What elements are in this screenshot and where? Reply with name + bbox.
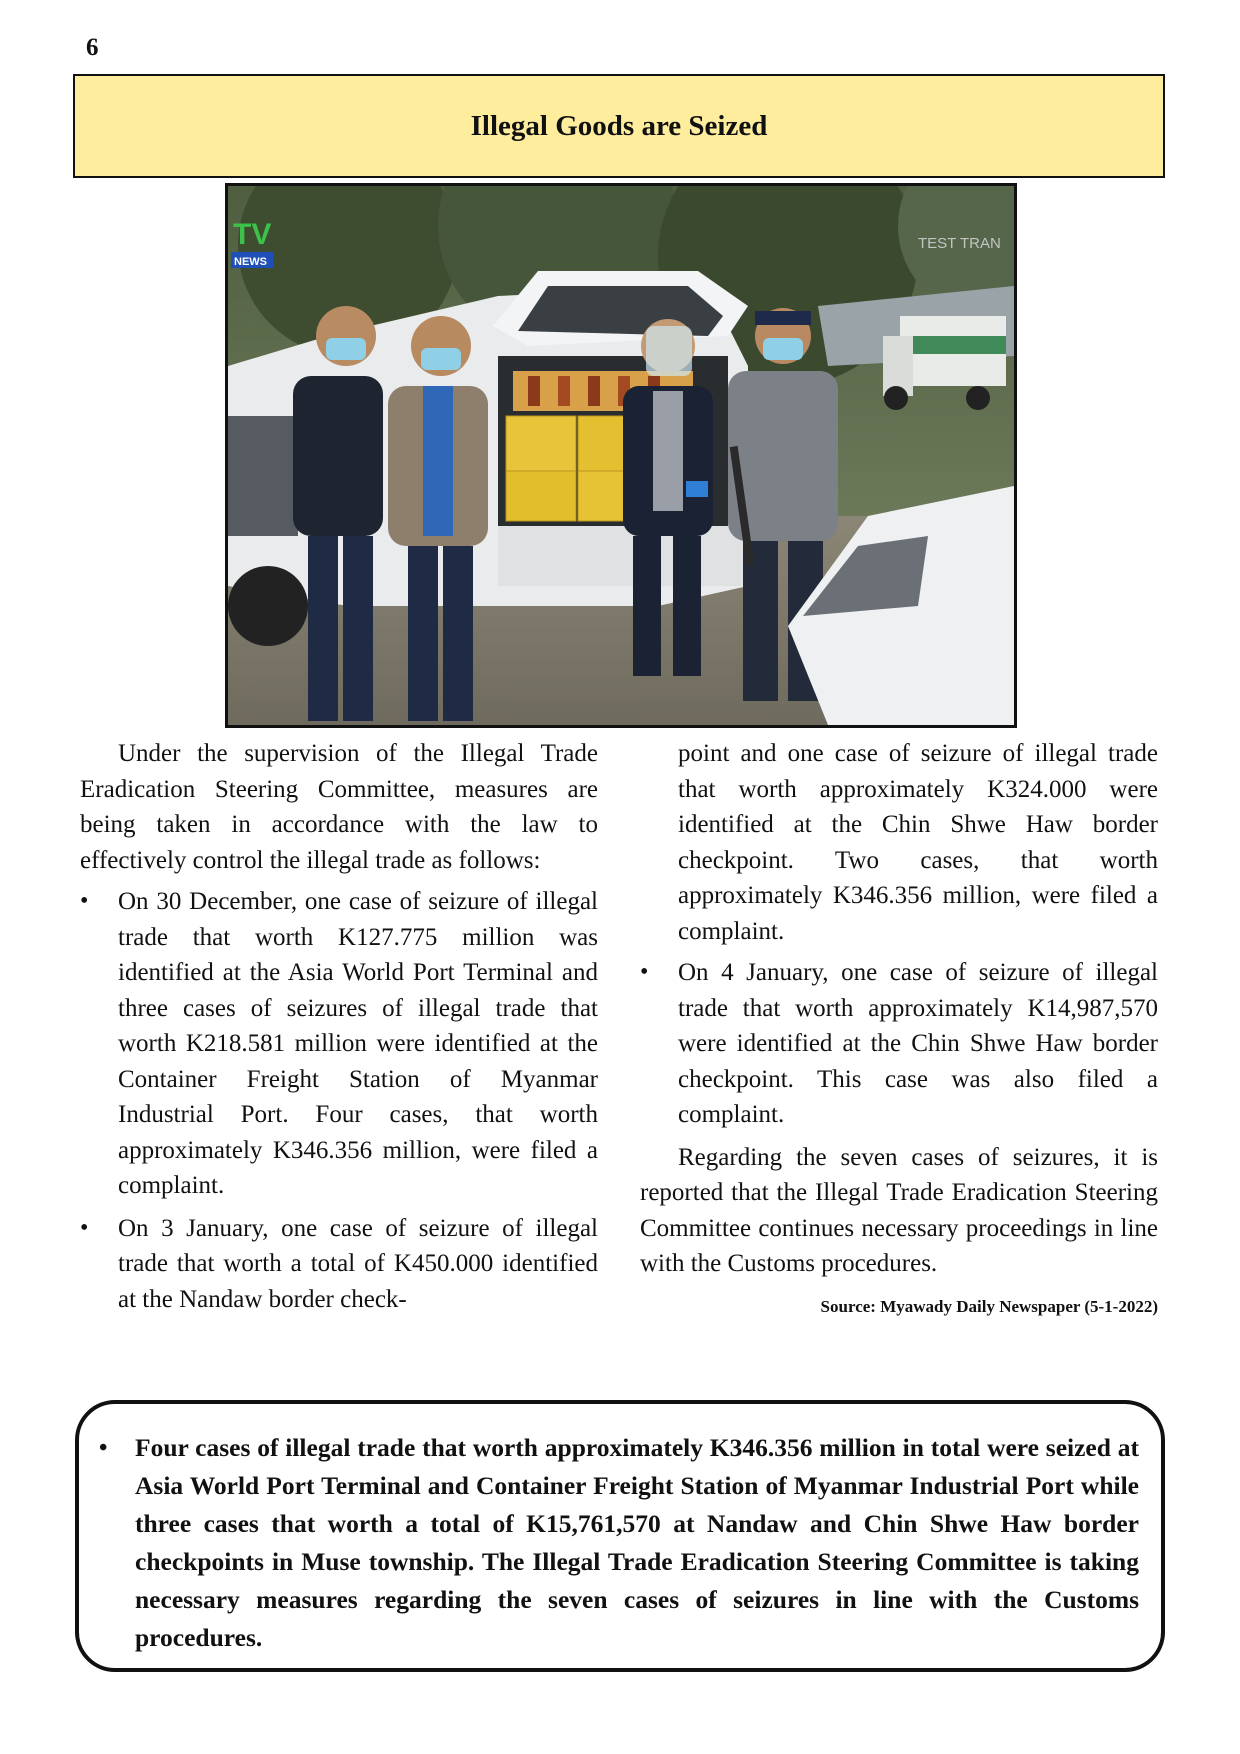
- title-banner: [73, 74, 1165, 178]
- bullet-3-january: • On 3 January, one case of seizure of illegal trade that worth a total of K450.000 identified at the Nandaw border check-: [80, 1211, 598, 1318]
- left-bullet-list: [80, 884, 598, 1317]
- watermark-text: TEST TRAN: [918, 235, 1001, 252]
- tv-logo: TV: [233, 218, 272, 251]
- source-credit: Source: Myawady Daily Newspaper (5-1-2022): [820, 1296, 1158, 1316]
- summary-box: [75, 1400, 1165, 1672]
- page-number: 6: [86, 34, 99, 61]
- right-bullet-list: [640, 955, 1158, 1133]
- summary-content: Four cases of illegal trade that worth approximately K346.356 million in total were seized at Asia World Port Terminal and Container Freight Station of Myanmar Industrial Port while three cases that worth a total of K15,761,570 at Nandaw and Chin Shwe Haw border checkpoints in Muse township. The Illegal Trade Eradication Steering Committee is taking necessary measures regarding the seven cases of seizures in line with the Customs procedures.: [135, 1433, 1139, 1652]
- bullet-3-january-continued: point and one case of seizure of illegal trade that worth approximately K324.000 were identified at the Chin Shwe Haw border checkpoint. Two cases, that worth approximately K346.356 million, were filed a complaint.: [678, 740, 1158, 945]
- article-title: Illegal Goods are Seized: [470, 109, 768, 142]
- left-column: [80, 736, 598, 1324]
- news-photo: [225, 183, 1017, 728]
- summary-text: [99, 1429, 1139, 1657]
- bullet-30-december: • On 30 December, one case of seizure of illegal trade that worth K127.775 million was identified at the Asia World Port Terminal and three cases of seizures of illegal trade that worth K218.581 million were identified at the Container Freight Station of Myanmar Industrial Port. Four cases, that worth approximately K346.356 million, were filed a complaint.: [80, 884, 598, 1204]
- closing-paragraph: Regarding the seven cases of seizures, it is reported that the Illegal Trade Eradication Steering Committee continues necessary proceedings in line with the Customs procedures.: [640, 1143, 1158, 1277]
- photo-illustration: [228, 186, 1014, 725]
- bullet-icon: •: [99, 1435, 108, 1461]
- right-column: [640, 736, 1158, 1318]
- tv-logo-sub: NEWS: [234, 256, 267, 268]
- bullet-4-january: • On 4 January, one case of seizure of illegal trade that worth approximately K14,987,570 were identified at the Chin Shwe Haw border checkpoint. This case was also filed a complaint.: [640, 955, 1158, 1133]
- intro-paragraph: Under the supervision of the Illegal Trade Eradication Steering Committee, measures are being taken in accordance with the law to effectively control the illegal trade as follows:: [80, 740, 598, 874]
